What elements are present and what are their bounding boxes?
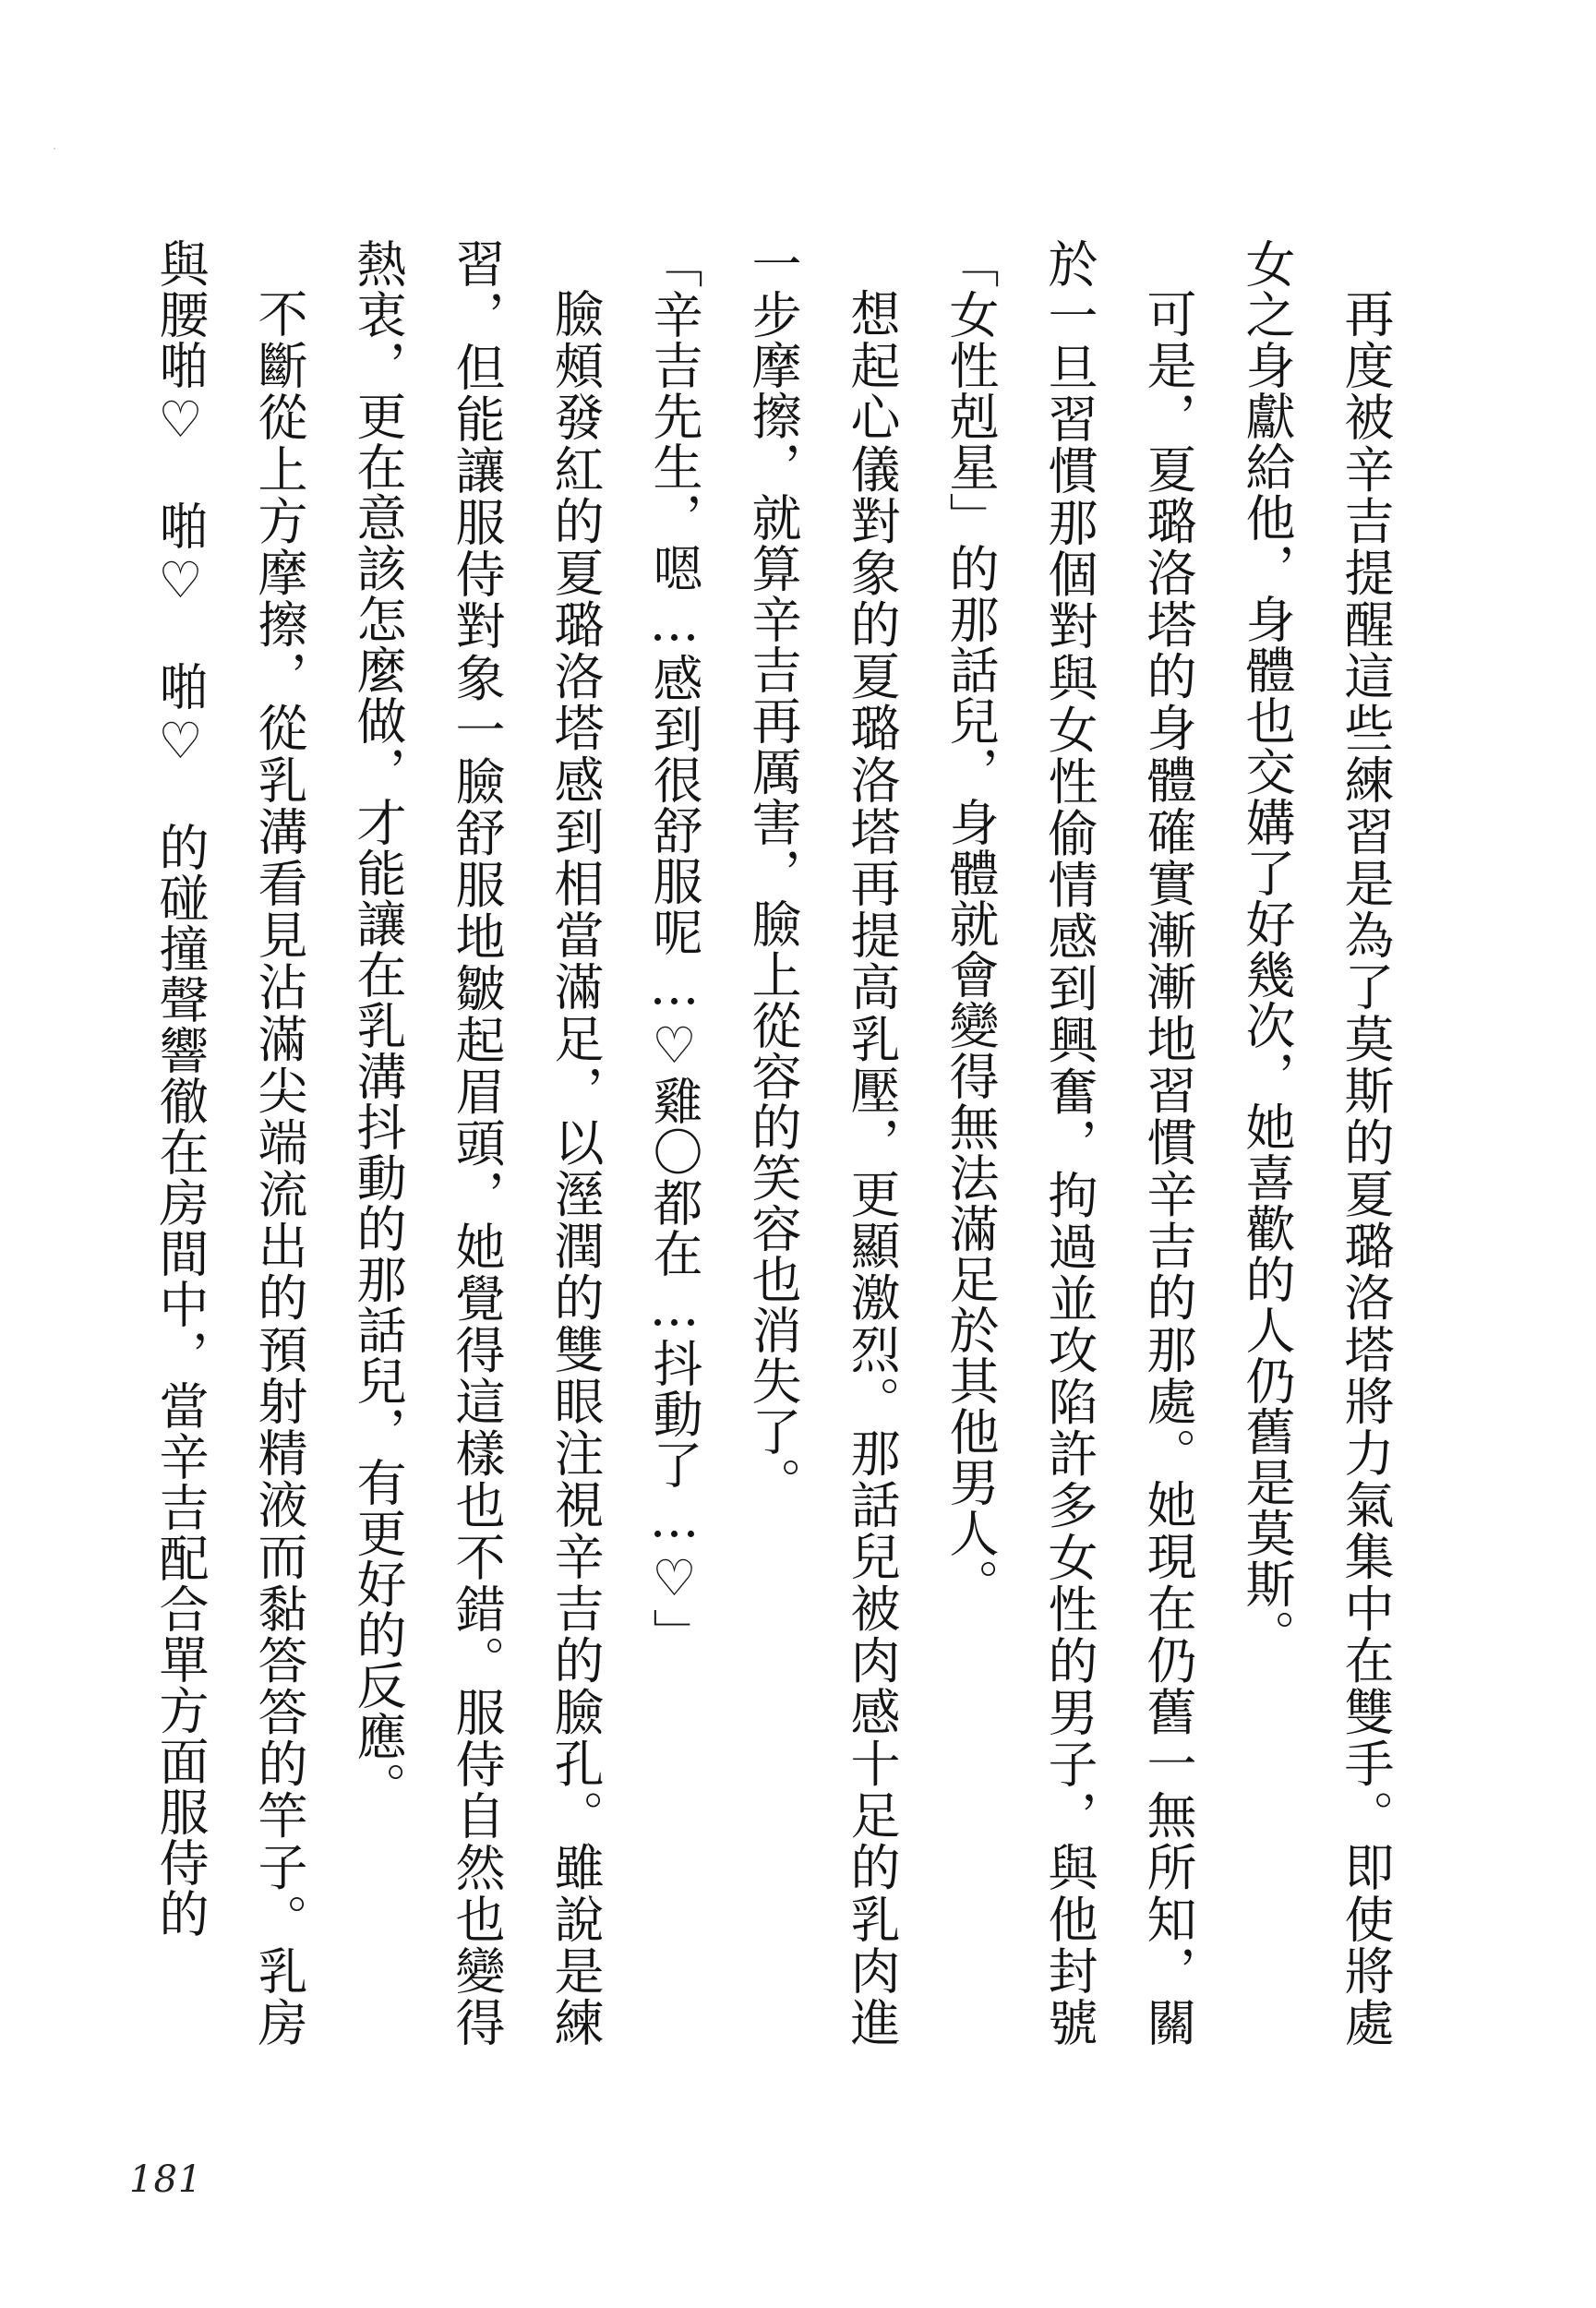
- paragraph-5: 臉頰發紅的夏璐洛塔感到相當滿足，以溼潤的雙眼注視辛吉的臉孔。雖說是練習，但能讓服侍對象一臉舒服地皺起眉頭，她覺得這樣也不錯。服侍自然也變得熱衷，更在意該怎麼做，才能讓在乳溝抖動的那話兒，有更好的反應。: [349, 238, 605, 2048]
- paragraph-2: 可是，夏璐洛塔的身體確實漸漸地習慣辛吉的那處。她現在仍舊一無所知，關於一旦習慣那個對與女性偷情感到興奮，拘過並攻陷許多女性的男子，與他封號「女性剋星」的那話兒，身體就會變得無法滿足於其他男人。: [942, 238, 1197, 2048]
- page-number: 181: [129, 2158, 203, 2201]
- paragraph-6: 不斷從上方摩擦，從乳溝看見沾滿尖端流出的預射精液而黏答答的竿子。乳房與腰啪♡ 啪♡ 啪♡ 的碰撞聲響徹在房間中，當辛吉配合單方面服侍的: [151, 238, 308, 2048]
- paper-speck: [54, 148, 55, 150]
- paragraph-1: 再度被辛吉提醒這些練習是為了莫斯的夏璐洛塔將力氣集中在雙手。即使將處女之身獻給他，身體也交媾了好幾次，她喜歡的人仍舊是莫斯。: [1238, 238, 1395, 2048]
- vertical-text-body: [132, 238, 1415, 2048]
- paragraph-3: 想起心儀對象的夏璐洛塔再提高乳壓，更顯激烈。那話兒被肉感十足的乳肉進一步摩擦，就算辛吉再厲害，臉上從容的笑容也消失了。: [744, 238, 901, 2048]
- dialogue-line: 「辛吉先生，嗯…感到很舒服呢…♡雞〇都在…抖動了…♡」: [645, 238, 703, 1659]
